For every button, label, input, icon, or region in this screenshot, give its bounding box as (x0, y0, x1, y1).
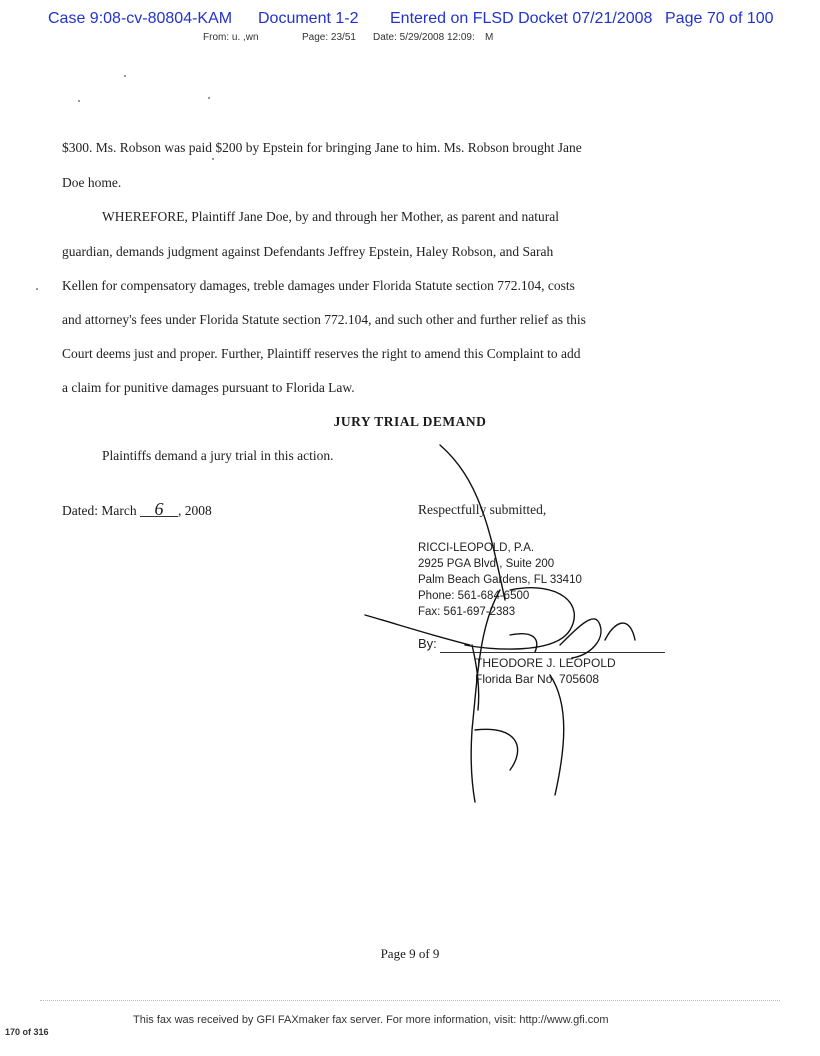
firm-address-1: 2925 PGA Blvd., Suite 200 (418, 558, 555, 570)
wherefore-line: Kellen for compensatory damages, treble damages under Florida Statute section 772.104, costs (62, 278, 575, 293)
attorney-name: THEODORE J. LEOPOLD (475, 656, 616, 670)
dated-prefix: Dated: March (62, 503, 137, 518)
respectfully-submitted: Respectfully submitted, (418, 502, 547, 517)
fax-date: Date: 5/29/2008 12:09: (373, 32, 475, 43)
jury-trial-heading: JURY TRIAL DEMAND (333, 414, 487, 429)
fax-suffix: M (485, 32, 494, 43)
body-line-2: Doe home. (62, 175, 122, 190)
dated-line (62, 499, 212, 519)
firm-name: RICCI-LEOPOLD, P.A. (418, 542, 535, 554)
wherefore-line: Court deems just and proper. Further, Plaintiff reserves the right to amend this Complaint to add (62, 346, 581, 361)
document-number: Document 1-2 (258, 10, 359, 27)
wherefore-line: guardian, demands judgment against Defendants Jeffrey Epstein, Haley Robson, and Sarah (62, 244, 554, 259)
scan-speck (36, 288, 38, 290)
scan-speck (212, 158, 214, 160)
scan-speck (124, 75, 126, 77)
signature-by-label: By: (418, 636, 437, 651)
docket-page: Page 70 of 100 (665, 10, 774, 27)
bar-number: Florida Bar No. 705608 (475, 672, 600, 686)
page-footer: Page 9 of 9 (380, 946, 440, 961)
scan-speck (78, 100, 80, 102)
handwritten-signature (360, 440, 700, 810)
docket-entry: Entered on FLSD Docket 07/21/2008 (390, 10, 653, 27)
scan-noise-line (40, 1000, 780, 1001)
firm-phone: Phone: 561-684-6500 (418, 590, 530, 602)
wherefore-line: and attorney's fees under Florida Statute section 772.104, and such other and further relief as this (62, 312, 586, 327)
fax-footer: This fax was received by GFI FAXmaker fax server. For more information, visit: http://www.gfi.com (133, 1014, 609, 1026)
firm-fax: Fax: 561-697-2383 (418, 606, 516, 618)
case-number: Case 9:08-cv-80804-KAM (48, 10, 233, 27)
dated-day: 6 (140, 502, 178, 517)
wherefore-line: a claim for punitive damages pursuant to Florida Law. (62, 380, 355, 395)
body-line-1: $300. Ms. Robson was paid $200 by Epstein for bringing Jane to him. Ms. Robson brought Jane (62, 140, 582, 155)
dated-suffix: , 2008 (177, 503, 212, 518)
corner-page-count: 170 of 316 (5, 1027, 49, 1037)
scan-speck (208, 97, 210, 99)
wherefore-line: WHEREFORE, Plaintiff Jane Doe, by and through her Mother, as parent and natural (102, 209, 559, 224)
fax-page: Page: 23/51 (302, 32, 356, 43)
jury-trial-text: Plaintiffs demand a jury trial in this action. (102, 448, 334, 463)
fax-from: From: u. ,wn (203, 32, 259, 43)
firm-address-2: Palm Beach Gardens, FL 33410 (418, 574, 582, 586)
